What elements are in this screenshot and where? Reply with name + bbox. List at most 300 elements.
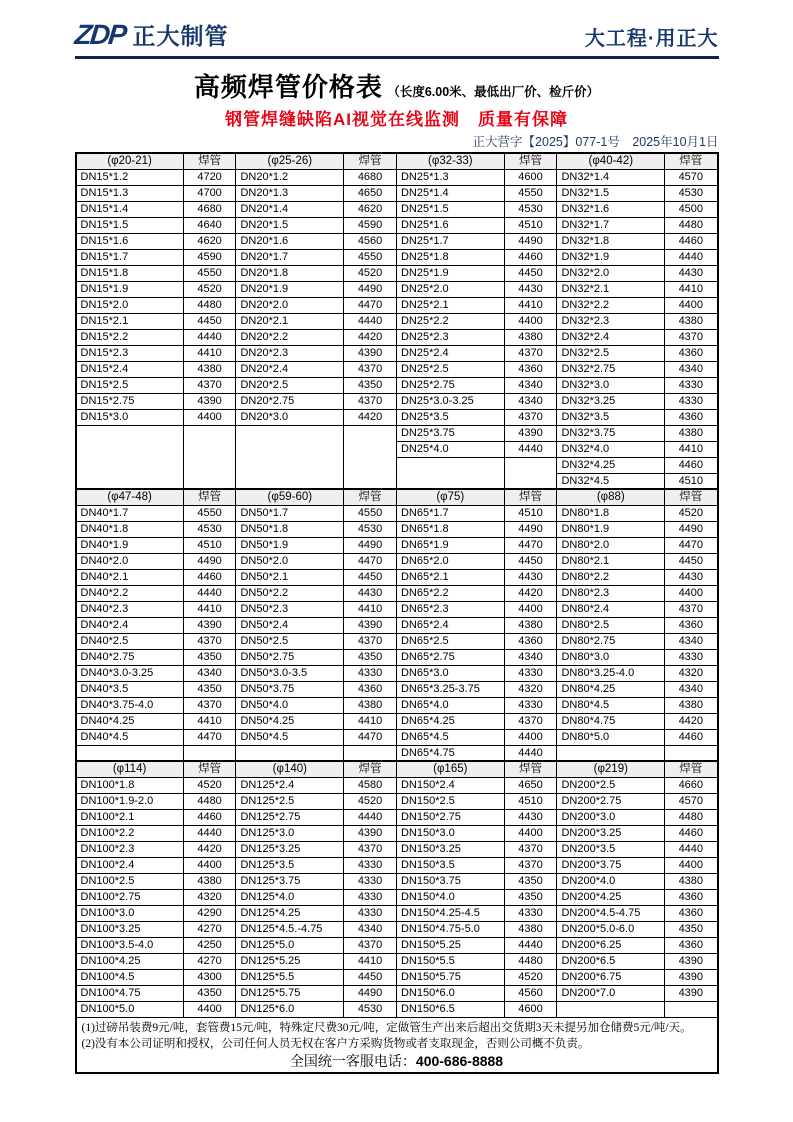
price-cell: 4370 <box>504 713 557 729</box>
spec-cell: DN80*2.75 <box>557 633 665 649</box>
price-cell: 4370 <box>504 345 557 361</box>
spec-cell: DN150*2.4 <box>396 777 504 793</box>
column-header: 焊管 <box>504 153 557 169</box>
price-cell: 4440 <box>344 809 397 825</box>
price-cell: 4530 <box>344 1001 397 1017</box>
column-header: (φ40-42) <box>557 153 665 169</box>
spec-cell <box>236 425 344 441</box>
table-row <box>76 345 718 361</box>
spec-cell: DN65*3.25-3.75 <box>396 681 504 697</box>
spec-cell: DN15*1.8 <box>76 265 184 281</box>
spec-cell: DN80*2.3 <box>557 585 665 601</box>
price-cell: 4510 <box>665 473 718 489</box>
price-cell: 4380 <box>504 329 557 345</box>
table-row <box>76 281 718 297</box>
table-row <box>76 185 718 201</box>
price-cell: 4530 <box>344 521 397 537</box>
spec-cell: DN65*2.1 <box>396 569 504 585</box>
price-cell: 4320 <box>504 681 557 697</box>
spec-cell: DN65*2.5 <box>396 633 504 649</box>
spec-cell: DN50*2.4 <box>236 617 344 633</box>
price-cell: 4410 <box>183 601 236 617</box>
table-row <box>76 473 718 489</box>
table-row <box>76 457 718 473</box>
price-cell: 4370 <box>504 841 557 857</box>
spec-cell: DN100*2.3 <box>76 841 184 857</box>
spec-cell: DN32*2.5 <box>557 345 665 361</box>
price-cell: 4470 <box>344 553 397 569</box>
price-cell: 4520 <box>183 281 236 297</box>
spec-cell: DN50*3.75 <box>236 681 344 697</box>
price-cell: 4390 <box>665 969 718 985</box>
spec-cell: DN20*2.1 <box>236 313 344 329</box>
price-cell: 4490 <box>665 521 718 537</box>
spec-cell: DN65*2.2 <box>396 585 504 601</box>
price-cell: 4420 <box>344 329 397 345</box>
price-cell: 4530 <box>504 201 557 217</box>
price-cell: 4390 <box>183 393 236 409</box>
spec-cell: DN25*1.7 <box>396 233 504 249</box>
price-cell: 4390 <box>504 425 557 441</box>
price-cell: 4370 <box>665 329 718 345</box>
price-cell: 4450 <box>183 313 236 329</box>
price-cell: 4470 <box>665 537 718 553</box>
spec-cell: DN15*2.5 <box>76 377 184 393</box>
spec-cell: DN150*5.5 <box>396 953 504 969</box>
price-cell: 4530 <box>183 521 236 537</box>
price-cell: 4370 <box>504 857 557 873</box>
spec-cell: DN15*3.0 <box>76 409 184 425</box>
price-cell: 4320 <box>665 665 718 681</box>
price-cell <box>504 473 557 489</box>
column-header: (φ219) <box>557 761 665 777</box>
price-cell: 4370 <box>344 393 397 409</box>
spec-cell: DN150*3.5 <box>396 857 504 873</box>
price-cell: 4450 <box>504 265 557 281</box>
price-cell: 4490 <box>183 553 236 569</box>
notes-row <box>76 1017 718 1073</box>
price-cell: 4360 <box>504 361 557 377</box>
spec-cell: DN25*4.0 <box>396 441 504 457</box>
price-cell: 4460 <box>665 457 718 473</box>
note-1: (1)过磅吊装费9元/吨，套管费15元/吨，特殊定尺费30元/吨，定做管生产出来后超出交货期3天未提另加仓储费5元/吨/天。 <box>81 1021 692 1034</box>
spec-cell: DN100*2.4 <box>76 857 184 873</box>
spec-cell: DN100*3.5-4.0 <box>76 937 184 953</box>
spec-cell: DN80*3.25-4.0 <box>557 665 665 681</box>
price-cell: 4360 <box>665 409 718 425</box>
price-cell: 4450 <box>665 553 718 569</box>
column-header: (φ32-33) <box>396 153 504 169</box>
price-cell: 4520 <box>665 505 718 521</box>
price-cell: 4430 <box>665 569 718 585</box>
spec-cell: DN150*2.75 <box>396 809 504 825</box>
spec-cell: DN200*4.5-4.75 <box>557 905 665 921</box>
spec-cell: DN150*5.25 <box>396 937 504 953</box>
price-cell: 4330 <box>504 905 557 921</box>
spec-cell: DN40*1.8 <box>76 521 184 537</box>
price-cell <box>344 441 397 457</box>
price-cell: 4400 <box>504 729 557 745</box>
price-cell: 4400 <box>183 409 236 425</box>
price-cell <box>344 425 397 441</box>
column-header: (φ20-21) <box>76 153 184 169</box>
spec-cell: DN32*3.25 <box>557 393 665 409</box>
column-header: (φ165) <box>396 761 504 777</box>
spec-cell: DN100*4.75 <box>76 985 184 1001</box>
spec-cell: DN25*2.2 <box>396 313 504 329</box>
spec-cell: DN32*3.75 <box>557 425 665 441</box>
brand-header <box>72 18 719 59</box>
spec-cell: DN25*1.4 <box>396 185 504 201</box>
price-cell: 4530 <box>665 185 718 201</box>
spec-cell: DN100*2.5 <box>76 873 184 889</box>
table-row <box>76 809 718 825</box>
spec-cell: DN125*5.75 <box>236 985 344 1001</box>
spec-cell: DN80*2.0 <box>557 537 665 553</box>
price-cell: 4680 <box>183 201 236 217</box>
spec-cell: DN80*2.5 <box>557 617 665 633</box>
spec-cell: DN32*1.8 <box>557 233 665 249</box>
price-cell: 4440 <box>344 313 397 329</box>
price-cell: 4380 <box>665 697 718 713</box>
price-cell: 4380 <box>344 697 397 713</box>
table-row <box>76 233 718 249</box>
table-row <box>76 393 718 409</box>
price-cell: 4300 <box>183 969 236 985</box>
spec-cell: DN25*1.5 <box>396 201 504 217</box>
spec-cell: DN15*2.3 <box>76 345 184 361</box>
spec-cell: DN200*3.0 <box>557 809 665 825</box>
column-header: 焊管 <box>183 153 236 169</box>
spec-cell: DN15*1.5 <box>76 217 184 233</box>
price-cell: 4410 <box>665 281 718 297</box>
spec-cell: DN20*1.5 <box>236 217 344 233</box>
spec-cell: DN32*4.5 <box>557 473 665 489</box>
spec-cell: DN15*2.4 <box>76 361 184 377</box>
price-cell: 4590 <box>183 249 236 265</box>
price-cell: 4250 <box>183 937 236 953</box>
column-header: (φ140) <box>236 761 344 777</box>
price-cell: 4430 <box>504 809 557 825</box>
price-cell: 4420 <box>344 409 397 425</box>
brand-name: 正大制管 <box>132 23 229 49</box>
table-row <box>76 649 718 665</box>
spec-cell: DN40*3.75-4.0 <box>76 697 184 713</box>
price-cell: 4460 <box>183 809 236 825</box>
spec-cell: DN15*1.4 <box>76 201 184 217</box>
spec-cell: DN20*1.8 <box>236 265 344 281</box>
price-cell: 4340 <box>344 921 397 937</box>
spec-cell: DN200*6.5 <box>557 953 665 969</box>
spec-cell: DN150*5.75 <box>396 969 504 985</box>
spec-cell <box>76 441 184 457</box>
price-cell: 4430 <box>344 585 397 601</box>
price-cell: 4370 <box>665 601 718 617</box>
spec-cell: DN25*2.75 <box>396 377 504 393</box>
table-row <box>76 585 718 601</box>
price-cell: 4450 <box>344 569 397 585</box>
table-row <box>76 617 718 633</box>
spec-cell: DN20*2.2 <box>236 329 344 345</box>
price-cell: 4400 <box>504 601 557 617</box>
price-cell: 4410 <box>344 601 397 617</box>
price-cell: 4390 <box>665 985 718 1001</box>
spec-cell: DN20*1.4 <box>236 201 344 217</box>
spec-cell: DN20*2.5 <box>236 377 344 393</box>
price-cell <box>183 457 236 473</box>
price-cell: 4720 <box>183 169 236 185</box>
price-cell: 4550 <box>344 505 397 521</box>
spec-cell: DN50*1.7 <box>236 505 344 521</box>
price-cell: 4480 <box>504 953 557 969</box>
spec-cell: DN50*3.0-3.5 <box>236 665 344 681</box>
price-cell: 4560 <box>504 985 557 1001</box>
spec-cell: DN200*3.25 <box>557 825 665 841</box>
price-cell: 4350 <box>183 985 236 1001</box>
spec-cell <box>76 457 184 473</box>
column-header: (φ75) <box>396 489 504 505</box>
spec-cell: DN15*1.7 <box>76 249 184 265</box>
table-row <box>76 729 718 745</box>
price-cell: 4340 <box>665 681 718 697</box>
column-header: 焊管 <box>665 761 718 777</box>
price-cell: 4400 <box>183 857 236 873</box>
column-header: 焊管 <box>183 761 236 777</box>
table-row <box>76 217 718 233</box>
spec-cell: DN150*3.0 <box>396 825 504 841</box>
column-header: 焊管 <box>344 153 397 169</box>
spec-cell: DN25*2.4 <box>396 345 504 361</box>
table-row <box>76 921 718 937</box>
spec-cell: DN125*4.0 <box>236 889 344 905</box>
table-row <box>76 249 718 265</box>
price-cell: 4330 <box>344 905 397 921</box>
spec-cell <box>76 473 184 489</box>
spec-cell <box>396 473 504 489</box>
price-cell: 4360 <box>665 617 718 633</box>
column-header: (φ47-48) <box>76 489 184 505</box>
spec-cell <box>76 745 184 761</box>
spec-cell: DN40*2.2 <box>76 585 184 601</box>
brand-slogan: 大工程·用正大 <box>584 28 719 50</box>
spec-cell: DN40*4.25 <box>76 713 184 729</box>
spec-cell: DN200*2.5 <box>557 777 665 793</box>
price-cell: 4390 <box>344 617 397 633</box>
price-cell: 4650 <box>344 185 397 201</box>
column-header: (φ59-60) <box>236 489 344 505</box>
price-cell: 4370 <box>344 937 397 953</box>
spec-cell: DN125*2.75 <box>236 809 344 825</box>
spec-cell: DN50*2.2 <box>236 585 344 601</box>
price-cell: 4380 <box>504 921 557 937</box>
spec-cell: DN50*1.8 <box>236 521 344 537</box>
spec-cell: DN200*6.75 <box>557 969 665 985</box>
price-cell: 4360 <box>665 937 718 953</box>
price-cell <box>344 745 397 761</box>
spec-cell: DN20*3.0 <box>236 409 344 425</box>
price-cell: 4410 <box>344 713 397 729</box>
price-cell: 4340 <box>183 665 236 681</box>
spec-cell: DN40*3.0-3.25 <box>76 665 184 681</box>
price-cell: 4350 <box>344 377 397 393</box>
price-cell: 4330 <box>344 889 397 905</box>
spec-cell: DN20*1.3 <box>236 185 344 201</box>
price-cell: 4360 <box>344 681 397 697</box>
price-cell: 4270 <box>183 921 236 937</box>
price-cell: 4490 <box>504 521 557 537</box>
price-cell: 4420 <box>504 585 557 601</box>
spec-cell: DN32*2.75 <box>557 361 665 377</box>
spec-cell: DN15*1.3 <box>76 185 184 201</box>
zdp-logo <box>72 18 229 51</box>
spec-cell: DN15*2.1 <box>76 313 184 329</box>
table-row <box>76 985 718 1001</box>
spec-cell: DN25*1.3 <box>396 169 504 185</box>
price-cell: 4520 <box>344 793 397 809</box>
price-cell: 4550 <box>183 505 236 521</box>
spec-cell: DN20*1.7 <box>236 249 344 265</box>
table-row <box>76 825 718 841</box>
spec-cell: DN65*1.8 <box>396 521 504 537</box>
price-cell: 4550 <box>183 265 236 281</box>
spec-cell: DN32*1.7 <box>557 217 665 233</box>
service-phone-line <box>82 1054 712 1070</box>
spec-cell: DN20*2.75 <box>236 393 344 409</box>
price-cell: 4440 <box>183 585 236 601</box>
price-cell: 4330 <box>665 649 718 665</box>
table-row <box>76 857 718 873</box>
price-cell: 4410 <box>504 297 557 313</box>
price-cell: 4650 <box>504 777 557 793</box>
price-cell: 4380 <box>183 361 236 377</box>
spec-cell: DN25*3.0-3.25 <box>396 393 504 409</box>
price-cell: 4620 <box>183 233 236 249</box>
price-cell: 4430 <box>504 569 557 585</box>
spec-cell: DN32*1.5 <box>557 185 665 201</box>
table-row <box>76 905 718 921</box>
table-row <box>76 601 718 617</box>
spec-cell: DN125*3.25 <box>236 841 344 857</box>
price-cell: 4360 <box>665 905 718 921</box>
table-row <box>76 297 718 313</box>
spec-cell: DN65*4.75 <box>396 745 504 761</box>
table-row <box>76 745 718 761</box>
spec-cell: DN65*2.4 <box>396 617 504 633</box>
spec-cell: DN65*4.0 <box>396 697 504 713</box>
price-cell: 4360 <box>665 889 718 905</box>
price-cell: 4340 <box>665 361 718 377</box>
spec-cell: DN25*2.1 <box>396 297 504 313</box>
spec-cell: DN100*1.9-2.0 <box>76 793 184 809</box>
spec-cell: DN150*6.5 <box>396 1001 504 1017</box>
spec-cell: DN150*4.25-4.5 <box>396 905 504 921</box>
price-cell <box>183 425 236 441</box>
column-header: (φ25-26) <box>236 153 344 169</box>
price-cell: 4440 <box>665 841 718 857</box>
spec-cell: DN125*2.5 <box>236 793 344 809</box>
section-header-row <box>76 489 718 505</box>
price-cell: 4330 <box>344 665 397 681</box>
spec-cell: DN100*2.1 <box>76 809 184 825</box>
price-cell: 4360 <box>665 345 718 361</box>
document-content <box>72 0 719 1074</box>
price-cell: 4330 <box>344 873 397 889</box>
spec-cell: DN200*4.0 <box>557 873 665 889</box>
spec-cell: DN32*2.0 <box>557 265 665 281</box>
spec-cell: DN32*3.0 <box>557 377 665 393</box>
price-cell: 4400 <box>504 825 557 841</box>
price-cell <box>183 473 236 489</box>
table-row <box>76 409 718 425</box>
price-cell <box>665 745 718 761</box>
price-cell: 4660 <box>665 777 718 793</box>
price-cell: 4520 <box>344 265 397 281</box>
spec-cell: DN80*2.2 <box>557 569 665 585</box>
table-row <box>76 969 718 985</box>
notes-cell <box>76 1017 718 1073</box>
price-cell: 4490 <box>344 985 397 1001</box>
spec-cell: DN20*1.6 <box>236 233 344 249</box>
spec-cell: DN100*1.8 <box>76 777 184 793</box>
spec-cell: DN65*4.25 <box>396 713 504 729</box>
price-cell: 4470 <box>183 729 236 745</box>
price-cell: 4330 <box>344 857 397 873</box>
price-cell: 4400 <box>183 1001 236 1017</box>
price-cell: 4510 <box>504 793 557 809</box>
price-cell: 4490 <box>344 281 397 297</box>
table-row <box>76 665 718 681</box>
spec-cell: DN20*2.0 <box>236 297 344 313</box>
price-cell: 4370 <box>344 841 397 857</box>
spec-cell <box>236 441 344 457</box>
price-cell <box>183 745 236 761</box>
column-header: 焊管 <box>504 761 557 777</box>
price-cell: 4370 <box>344 633 397 649</box>
spec-cell: DN65*2.75 <box>396 649 504 665</box>
section-header-row <box>76 761 718 777</box>
spec-cell: DN80*4.75 <box>557 713 665 729</box>
price-cell: 4570 <box>665 169 718 185</box>
price-cell: 4370 <box>344 361 397 377</box>
table-row <box>76 169 718 185</box>
price-cell: 4410 <box>344 953 397 969</box>
doc-number-line: 正大营字【2025】077-1号 2025年10月1日 <box>472 135 719 149</box>
table-row <box>76 681 718 697</box>
spec-cell: DN65*2.0 <box>396 553 504 569</box>
spec-cell: DN65*3.0 <box>396 665 504 681</box>
price-cell: 4370 <box>183 697 236 713</box>
price-cell: 4510 <box>504 505 557 521</box>
price-cell: 4390 <box>665 953 718 969</box>
price-cell: 4410 <box>183 345 236 361</box>
column-header: 焊管 <box>183 489 236 505</box>
spec-cell: DN125*3.5 <box>236 857 344 873</box>
spec-cell: DN32*1.4 <box>557 169 665 185</box>
table-row <box>76 537 718 553</box>
title-line <box>75 67 719 104</box>
spec-cell <box>557 1001 665 1017</box>
service-phone-number: 400-686-8888 <box>415 1052 504 1069</box>
spec-cell: DN200*7.0 <box>557 985 665 1001</box>
price-cell: 4600 <box>504 1001 557 1017</box>
price-cell: 4380 <box>665 873 718 889</box>
spec-cell: DN32*1.9 <box>557 249 665 265</box>
column-header: 焊管 <box>504 489 557 505</box>
spec-cell: DN20*1.9 <box>236 281 344 297</box>
price-cell: 4440 <box>504 441 557 457</box>
quality-notice: 钢管焊缝缺陷AI视觉在线监测 质量有保障 <box>225 110 568 129</box>
spec-cell: DN150*3.75 <box>396 873 504 889</box>
